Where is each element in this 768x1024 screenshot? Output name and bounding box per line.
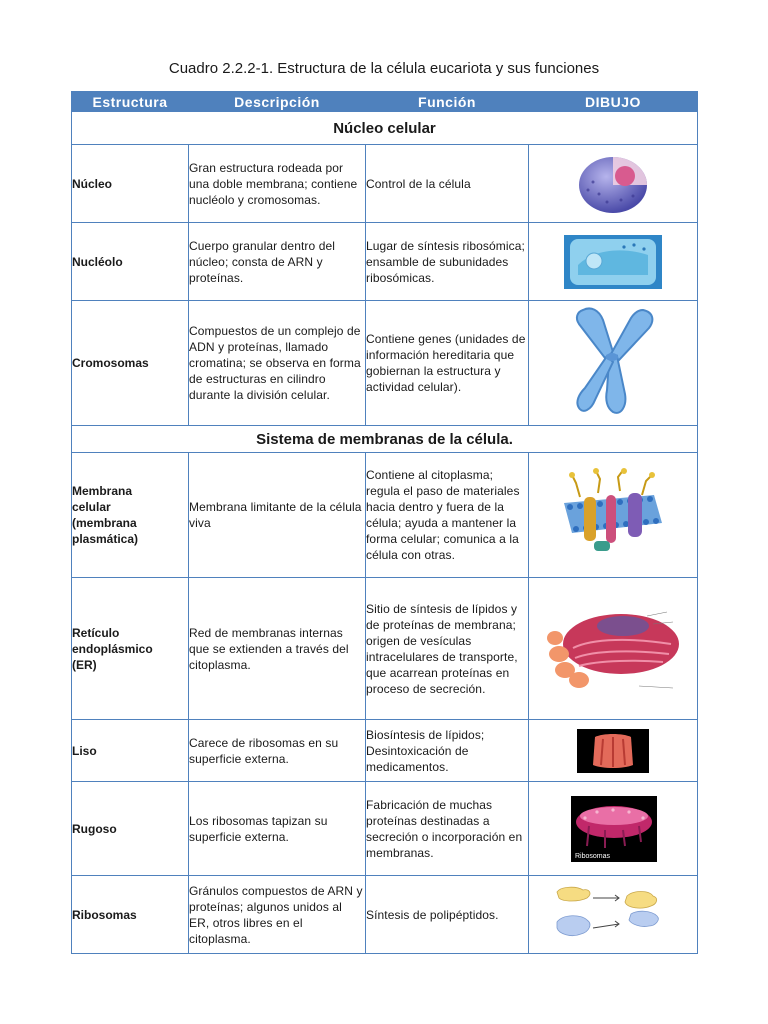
nucleus-drawing: [573, 152, 653, 216]
smooth-er-drawing: [577, 729, 649, 773]
header-dibujo: DIBUJO: [529, 92, 698, 112]
table-row: [72, 145, 698, 223]
structure-name: Núcleo: [72, 145, 189, 223]
structure-name: Rugoso: [72, 782, 189, 876]
structure-description: Red de membranas internas que se extienden a través del citoplasma.: [189, 578, 366, 720]
table-caption: Cuadro 2.2.2-1. Estructura de la célula eucariota y sus funciones: [168, 60, 600, 77]
header-funcion: Función: [366, 92, 529, 112]
structure-name: Cromosomas: [72, 301, 189, 426]
structure-name: Membrana celular (membrana plasmática): [72, 453, 189, 578]
section-title: Núcleo celular: [72, 112, 698, 145]
structure-function: Biosíntesis de lípidos; Desintoxicación de medicamentos.: [366, 720, 529, 782]
table-row: [72, 578, 698, 720]
structure-description: Los ribosomas tapizan su superficie externa.: [189, 782, 366, 876]
structure-function: Lugar de síntesis ribosómica; ensamble de subunidades ribosómicas.: [366, 223, 529, 301]
structure-function: Sitio de síntesis de lípidos y de proteínas de membrana; origen de vesículas intracelulares de transporte, que acarrean proteínas en proceso de secreción.: [366, 578, 529, 720]
table-row: [72, 223, 698, 301]
rough-er-drawing: [571, 796, 657, 862]
structure-description: Carece de ribosomas en su superficie externa.: [189, 720, 366, 782]
structure-name: Retículo endoplásmico (ER): [72, 578, 189, 720]
table-row: [72, 876, 698, 954]
structure-name: Nucléolo: [72, 223, 189, 301]
structure-function: Control de la célula: [366, 145, 529, 223]
drawing-cell: [529, 720, 698, 782]
drawing-cell: [529, 223, 698, 301]
nucleolus-drawing: [564, 235, 662, 289]
chromosome-drawing: [563, 304, 663, 422]
drawing-cell: [529, 301, 698, 426]
structure-function: Contiene al citoplasma; regula el paso de materiales hacia dentro y fuera de la célula; ayuda a mantener la forma celular; comunica a la célula con otras.: [366, 453, 529, 578]
section-title: Sistema de membranas de la célula.: [72, 426, 698, 453]
structure-description: Membrana limitante de la célula viva: [189, 453, 366, 578]
structure-function: Síntesis de polipéptidos.: [366, 876, 529, 954]
cell-membrane-drawing: [558, 467, 668, 563]
table-row: [72, 301, 698, 426]
drawing-cell: [529, 578, 698, 720]
table-row: [72, 453, 698, 578]
header-row: [72, 92, 698, 112]
section-row: [72, 112, 698, 145]
drawing-cell: [529, 145, 698, 223]
header-descripcion: Descripción: [189, 92, 366, 112]
structure-description: Compuestos de un complejo de ADN y proteínas, llamado cromatina; se observa en forma de estructuras en cilindro durante la división celular.: [189, 301, 366, 426]
structure-function: Contiene genes (unidades de información hereditaria que gobiernan la estructura y actividad celular).: [366, 301, 529, 426]
section-row: [72, 426, 698, 453]
cell-structure-table: [71, 91, 698, 954]
ribosome-drawing: [553, 884, 673, 946]
drawing-cell: [529, 782, 698, 876]
structure-name: Ribosomas: [72, 876, 189, 954]
drawing-cell: [529, 876, 698, 954]
structure-description: Gránulos compuestos de ARN y proteínas; algunos unidos al ER, otros libres en el citoplasma.: [189, 876, 366, 954]
table-row: [72, 720, 698, 782]
structure-description: Cuerpo granular dentro del núcleo; consta de ARN y proteínas.: [189, 223, 366, 301]
header-estructura: Estructura: [72, 92, 189, 112]
drawing-cell: [529, 453, 698, 578]
table-row: [72, 782, 698, 876]
structure-description: Gran estructura rodeada por una doble membrana; contiene nucléolo y cromosomas.: [189, 145, 366, 223]
endoplasmic-reticulum-drawing: [543, 604, 683, 694]
structure-function: Fabricación de muchas proteínas destinadas a secreción o incorporación en membranas.: [366, 782, 529, 876]
structure-name: Liso: [72, 720, 189, 782]
ribosomes-image-label: Ribosomas: [575, 852, 611, 860]
